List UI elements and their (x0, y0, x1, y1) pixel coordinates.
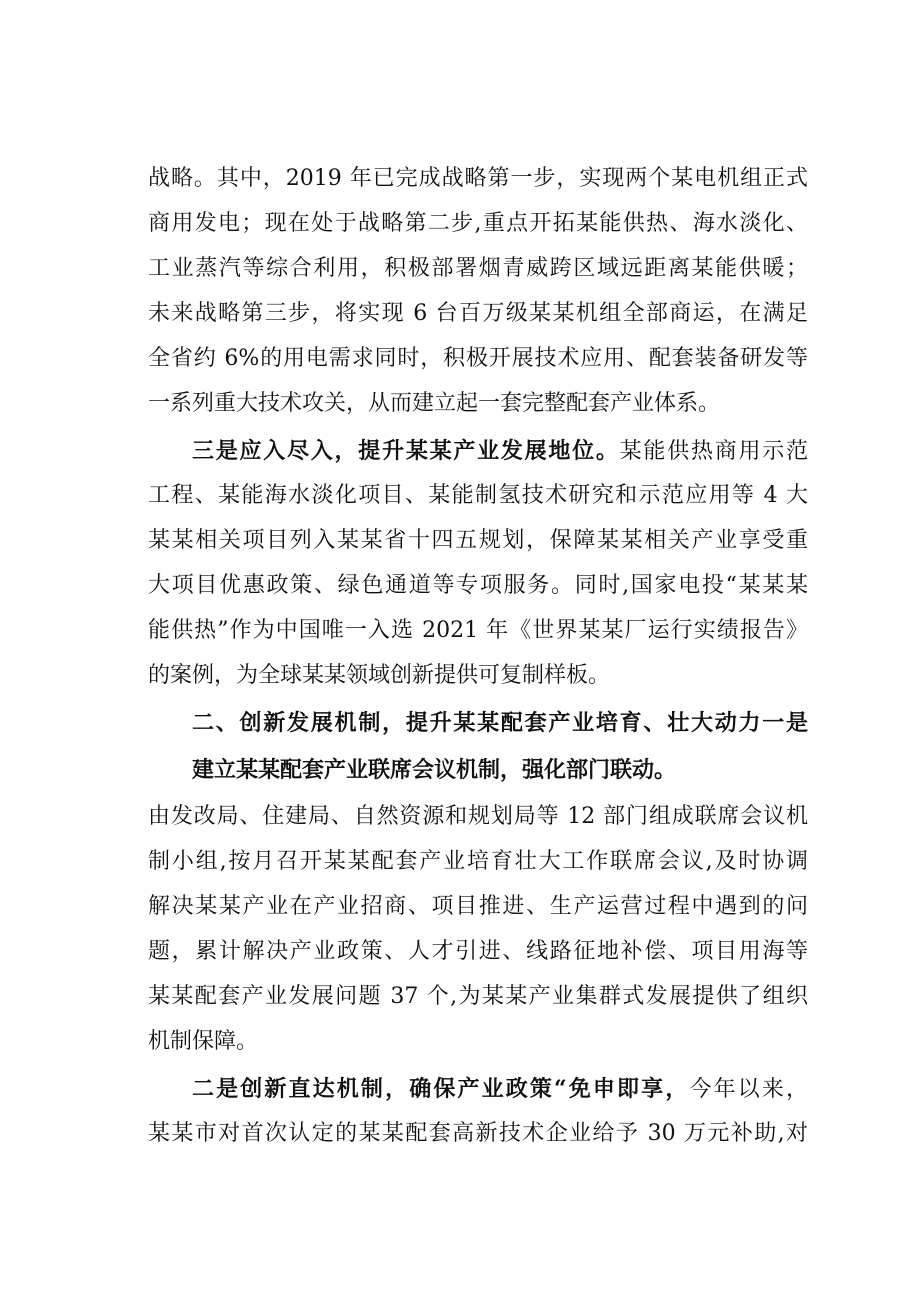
line-text: 机制保障。 (148, 1029, 259, 1054)
body-line (148, 477, 808, 515)
line-text: 某能供热商用示范 (619, 439, 808, 464)
line-text: 题，累计解决产业政策、人才引进、线路征地补偿、项目用海等 (148, 939, 808, 964)
body-line (148, 567, 808, 605)
body-line (148, 385, 808, 423)
line-text: 某某相关项目列入某某省十四五规划，保障某某相关产业享受重 (148, 528, 808, 553)
line-text: 由发改局、住建局、自然资源和规划局等 12 部门组成联席会议机 (148, 804, 808, 829)
line-text: 大项目优惠政策、绿色通道等专项服务。同时,国家电投“某某某 (148, 573, 808, 598)
line-text: 工程、某能海水淡化项目、某能制氢技术研究和示范应用等 4 大 (148, 483, 808, 508)
body-line (148, 295, 808, 333)
section-heading-line (192, 704, 808, 742)
body-line (148, 205, 808, 243)
line-text: 某某市对首次认定的某某配套高新技术企业给予 30 万元补助,对 (148, 1121, 808, 1146)
section-heading-line (192, 751, 808, 789)
line-text: 某某配套产业发展问题 37 个,为某某产业集群式发展提供了组织 (148, 984, 808, 1009)
body-line (148, 1023, 808, 1061)
body-line (148, 340, 808, 378)
paragraph-heading: 三是应入尽入，提升某某产业发展地位。 (192, 438, 620, 464)
body-line (148, 798, 808, 836)
line-text: 未来战略第三步，将实现 6 台百万级某某机组全部商运，在满足 (148, 301, 808, 326)
section-heading: 建立某某配套产业联席会议机制，强化部门联动。 (192, 757, 677, 783)
paragraph-heading-line (192, 1070, 808, 1108)
body-line (148, 1115, 808, 1153)
body-line (148, 612, 808, 650)
line-text: 全省约 6%的用电需求同时，积极开展技术应用、配套装备研发等 (148, 346, 808, 371)
line-text: 制小组,按月召开某某配套产业培育壮大工作联席会议,及时协调 (148, 849, 808, 874)
body-line (148, 657, 808, 695)
body-line (148, 843, 808, 881)
line-text: 战略。其中，2019 年已完成战略第一步，实现两个某电机组正式 (148, 166, 808, 191)
body-line (148, 888, 808, 926)
line-text: 解决某某产业在产业招商、项目推进、生产运营过程中遇到的问 (148, 894, 808, 919)
paragraph-heading-line (192, 432, 808, 470)
body-line (148, 160, 808, 198)
line-text: 工业蒸汽等综合利用，积极部署烟青威跨区域远距离某能供暖； (148, 256, 808, 281)
body-line (148, 250, 808, 288)
line-text: 商用发电；现在处于战略第二步,重点开拓某能供热、海水淡化、 (148, 211, 808, 236)
line-text: 今年以来， (689, 1077, 808, 1102)
body-line (148, 978, 808, 1016)
section-heading: 二、创新发展机制，提升某某配套产业培育、壮大动力一是 (192, 710, 808, 736)
body-line (148, 522, 808, 560)
line-text: 一系列重大技术攻关，从而建立起一套完整配套产业体系。 (148, 391, 721, 416)
line-text: 的案例，为全球某某领域创新提供可复制样板。 (148, 663, 611, 688)
line-text: 能供热”作为中国唯一入选 2021 年《世界某某厂运行实绩报告》 (148, 618, 808, 643)
body-line (148, 933, 808, 971)
paragraph-heading: 二是创新直达机制，确保产业政策“免申即享， (192, 1076, 690, 1102)
